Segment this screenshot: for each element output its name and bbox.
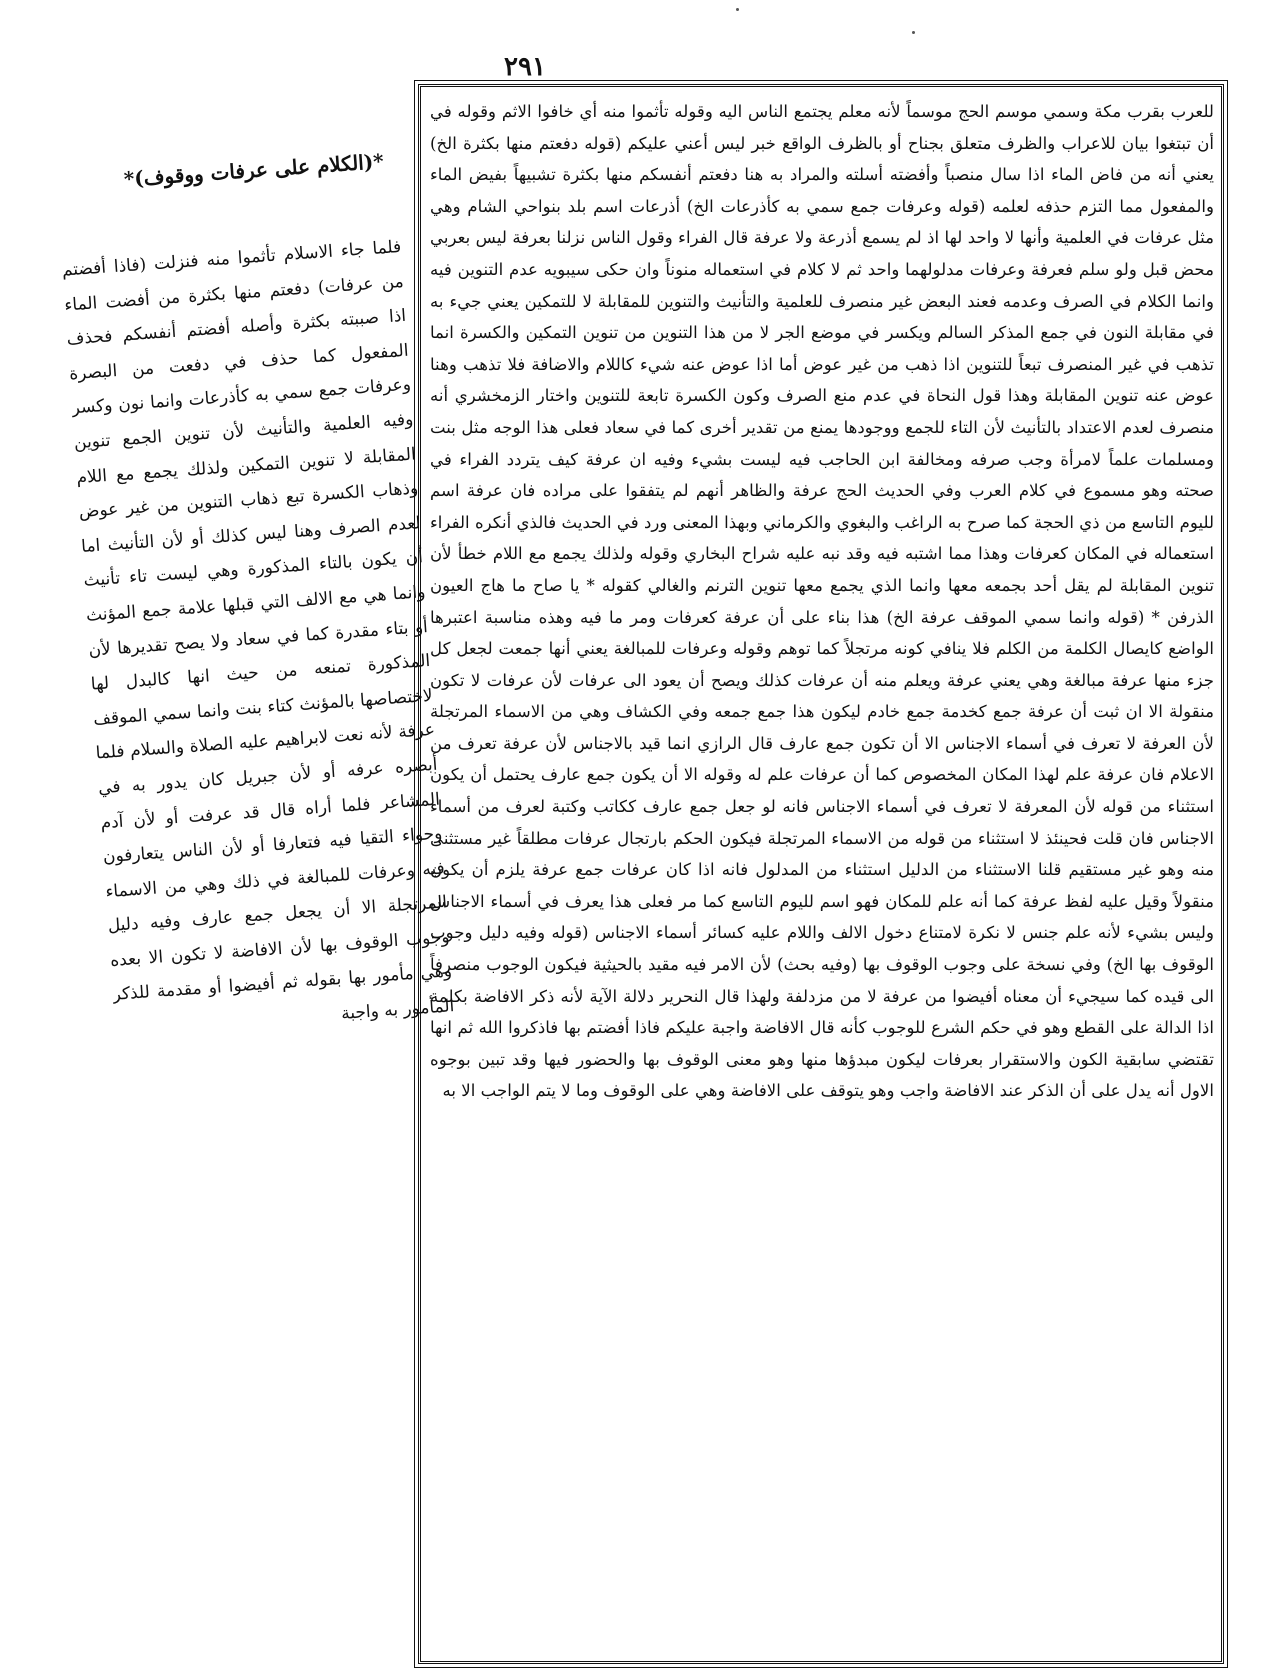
main-commentary-text: للعرب بقرب مكة وسمي موسم الحج موسماً لأنه معلم يجتمع الناس اليه وقوله تأثموا منه أي خافوا الاثم وقوله في أن تبتغوا بيان للاعراب والظرف متعلق بجناح أو بالظرف الواقع خبر ليس أعني عليكم (قوله دفعتم منها بكثرة الخ) يعني أنه من فاض الماء اذا سال منصباً وأفضته أسلته والمراد به هنا دفعتم أنفسكم منها بكثرة تشبيهاً بفيض الماء والمفعول مما التزم حذفه لعلمه (قوله وعرفات جمع سمي به كأذرعات الخ) أذرعات اسم بلد بنواحي الشام وهي مثل عرفات في العلمية وأنها لا واحد لها اذ لم يسمع أذرعة ولا عرفة قال الفراء وقول الناس نزلنا بعرفة ليس بعربي محض قبل ولو سلم فعرفة وعرفات مدلولهما واحد ثم لا كلام في استعماله منوناً وان حكى سيبويه عدم التنوين فيه وانما الكلام في الصرف وعدمه فعند البعض غير منصرف للعلمية والتأنيث والتنوين للمقابلة لا للتمكين يعني جيء به في مقابلة النون في جمع المذكر السالم ويكسر في موضع الجر لا من هذا التنوين من تنوين التمكين والكسرة انما تذهب في غير المنصرف تبعاً للتنوين اذا ذهب من غير عوض أما اذا عوض عنه شيء كاللام والاضافة فلا تذهب وهنا عوض عنه تنوين المقابلة وهذا قول النحاة في عدم منع الصرف وكون الكسرة تابعة للتنوين واختار الزمخشري أنه منصرف لعدم الاعتداد بالتأنيث لأن التاء للجمع ووجودها يمنع من تقدير أخرى كما في سعاد فعلى هذا الوجه مثل بنت ومسلمات علماً لامرأة وجب صرفه ومخالفة ابن الحاجب فيه ليست بشيء وفيه ان عرفة كيف يتردد الفراء في صحته وهو مسموع في كلام العرب وفي الحديث الحج عرفة والظاهر أنهم لم يتفقوا على مراده فان عرفة اسم لليوم التاسع من ذي الحجة كما صرح به الراغب والبغوي والكرماني وبهذا المعنى ورد في الحديث فالذي أنكره الفراء استعماله في المكان كعرفات وهذا مما اشتبه فيه وقد نبه عليه شراح البخاري وقوله ولذلك يجمع مع اللام خطأ لأن تنوين المقابلة لم يقل أحد بجمعه معها وانما الذي يجمع معها تنوين الترنم والغالي كقوله * يا صاح ما هاج العيون الذرفن * (قوله وانما سمي الموقف عرفة الخ) هذا بناء على أن عرفة كعرفات ومر ما فيه وهذه مناسبة اعتبرها الواضع كايصال الكلمة من الكلم فلا ينافي كونه مرتجلاً كما توهم وقوله وعرفات للمبالغة يعني أنها جمعت لجعل كل جزء منها عرفة مبالغة وهي يعني عرفة ويعلم منه أن عرفات كذلك ويصح أن يعود الى عرفات لأن عرفات لا تكون منقولة الا ان ثبت أن عرفة جمع كخدمة جمع خادم ليكون هذا جمع جمعه وفي الكشاف وهي من الاسماء المرتجلة لأن العرفة لا تعرف في أسماء الاجناس الا أن تكون جمع عارف قال الرازي انما قيد بالاجناس لأن عرفة تعرف من الاعلام فان عرفة علم لهذا المكان المخصوص كما أن عرفات علم له وقوله الا أن يكون جمع عارف يحتمل أن يكون استثناء من قوله لأن المعرفة لا تعرف في أسماء الاجناس فانه لو جعل جمع عارف ككاتب وكتبة لعرف من أسماء الاجناس فان قلت فحينئذ لا استثناء من قوله من الاسماء المرتجلة فيكون الحكم بارتجال عرفات مطلقاً غير مستثنى منه وهو غير مستقيم قلنا الاستثناء من الدليل استثناء من المدلول فانه اذا كان عرفات جمع عرفة يلزم أن يكون منقولاً وقيل عليه لفظ عرفة كما أنه علم للمكان فهو اسم لليوم التاسع كما مر فعلى هذا يعرف في أسماء الاجناس وليس بشيء لأنه علم جنس لا نكرة لامتناع دخول الالف واللام عليه كسائر أسماء الاجناس (قوله وفيه دليل وجوب الوقوف بها الخ) وفي نسخة على وجوب الوقوف بها (وفيه بحث) لأن الامر فيه مقيد بالحيثية فيكون الوجوب منصرفاً الى قيده كما سيجيء أن معناه أفيضوا من عرفة لا من مزدلفة ولهذا قال النحرير دلالة الآية لأنه ذكر الافاضة بكلمة اذا الدالة على القطع وهو في حكم الشرع للوجوب كأنه قال الافاضة واجبة عليكم فاذا أفضتم بها فاذكروا الله ثم انها تقتضي سابقية الكون والاستقرار بعرفات ليكون مبدؤها منها وهو معنى الوقوف بها والحضور فيها وقد تبين بوجوه الاول أنه يدل على أن الذكر عند الافاضة واجب وهو يتوقف على الافاضة وهي على الوقوف وما لا يتم الواجب الا به	[430, 102, 1214, 1101]
margin-section-title: *(الكلام على عرفات ووقوف)*	[123, 148, 385, 192]
scan-speck	[736, 8, 739, 11]
scan-speck	[912, 31, 915, 34]
margin-base-text: فلما جاء الاسلام تأثموا منه فنزلت (فاذا أفضتم من عرفات) دفعتم منها بكثرة من أفضت الماء اذا صببته بكثرة وأصله أفضتم أنفسكم فحذف المفعول كما حذف في دفعت من البصرة وعرفات جمع سمي به كأذرعات وانما نون وكسر وفيه العلمية والتأنيث لأن تنوين الجمع تنوين المقابلة لا تنوين التمكين ولذلك يجمع مع اللام وذهاب الكسرة تبع ذهاب التنوين من غير عوض لعدم الصرف وهنا ليس كذلك أو لأن التأنيث اما أن يكون بالتاء المذكورة وهي ليست تاء تأنيث وانما هي مع الالف التي قبلها علامة جمع المؤنث أو بتاء مقدرة كما في سعاد ولا يصح تقديرها لأن المذكورة تمنعه من حيث انها كالبدل لها لاختصاصها بالمؤنث كتاء بنت وانما سمي الموقف عرفة لأنه نعت لابراهيم عليه الصلاة والسلام فلما أبصره عرفه أو لأن جبريل كان يدور به في المشاعر فلما أراه قال قد عرفت أو لأن آدم وحواء التقيا فيه فتعارفا أو لأن الناس يتعارفون فيه وعرفات للمبالغة في ذلك وهي من الاسماء المرتجلة الا أن يجعل جمع عارف وفيه دليل وجوب الوقوف بها لأن الافاضة لا تكون الا بعده وهي مأمور بها بقوله ثم أفيضوا أو مقدمة للذكر المأمور به واجبة	[61, 236, 455, 1025]
page-number: ٢٩١	[504, 52, 546, 82]
